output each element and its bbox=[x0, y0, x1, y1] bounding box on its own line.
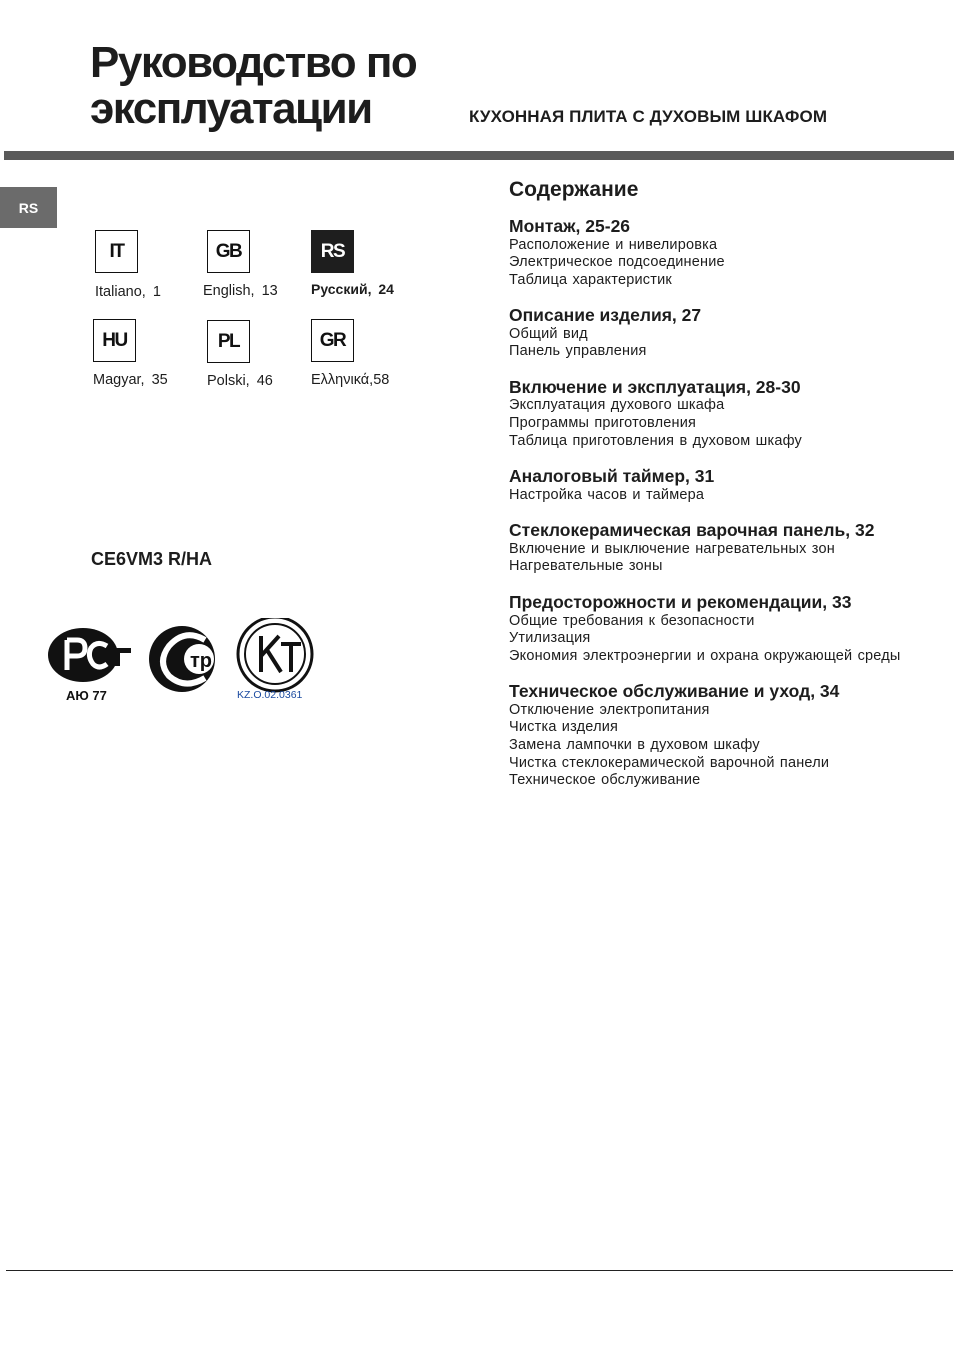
toc-item[interactable]: Отключение электропитания bbox=[509, 701, 710, 718]
rst-mark-icon bbox=[48, 628, 131, 703]
toc-section bbox=[509, 306, 909, 361]
table-of-contents bbox=[509, 178, 909, 807]
toc-section-heading[interactable]: Техническое обслуживание и уход, 34 bbox=[509, 681, 840, 702]
toc-item[interactable]: Настройка часов и таймера bbox=[509, 486, 705, 503]
toc-section-heading[interactable]: Аналоговый таймер, 31 bbox=[509, 466, 715, 487]
toc-item[interactable]: Программы приготовления bbox=[509, 415, 697, 432]
toc-item[interactable]: Таблица приготовления в духовом шкафу bbox=[509, 432, 803, 449]
certification-logos bbox=[45, 618, 325, 708]
toc-section bbox=[509, 593, 909, 665]
kz-code: KZ.O.02.0361 bbox=[237, 689, 303, 701]
toc-sections bbox=[509, 217, 909, 790]
toc-item[interactable]: Техническое обслуживание bbox=[509, 772, 701, 789]
model-number: CE6VM3 R/HA bbox=[91, 549, 213, 569]
toc-section bbox=[509, 217, 909, 289]
svg-text:тр: тр bbox=[190, 650, 213, 672]
language-label-pl[interactable]: Polski, 46 bbox=[207, 373, 273, 389]
kz-mark-icon bbox=[237, 618, 312, 701]
toc-title: Содержание bbox=[509, 178, 639, 201]
toc-item[interactable]: Чистка изделия bbox=[509, 719, 619, 736]
language-label-it[interactable]: Italiano, 1 bbox=[95, 284, 161, 300]
language-box-pl[interactable]: PL bbox=[207, 320, 250, 363]
toc-item[interactable]: Электрическое подсоединение bbox=[509, 254, 725, 271]
language-box-gr[interactable]: GR bbox=[311, 319, 354, 362]
toc-item[interactable]: Экономия электроэнергии и охрана окружающей среды bbox=[509, 647, 901, 664]
footer-divider bbox=[6, 1270, 953, 1271]
toc-section bbox=[509, 521, 909, 576]
toc-section bbox=[509, 682, 909, 789]
toc-section bbox=[509, 467, 909, 504]
rst-code: АЮ 77 bbox=[66, 688, 107, 703]
title-line-1: Руководство по bbox=[90, 38, 417, 87]
product-subtitle: КУХОННАЯ ПЛИТА С ДУХОВЫМ ШКАФОМ bbox=[469, 107, 828, 126]
header-divider bbox=[4, 151, 954, 160]
toc-item[interactable]: Эксплуатация духового шкафа bbox=[509, 397, 725, 414]
language-box-rs[interactable]: RS bbox=[311, 230, 354, 273]
toc-item[interactable]: Нагревательные зоны bbox=[509, 558, 663, 575]
eac-ctr-mark-icon bbox=[149, 626, 215, 692]
toc-item[interactable]: Панель управления bbox=[509, 343, 647, 360]
toc-item[interactable]: Утилизация bbox=[509, 630, 591, 647]
toc-item[interactable]: Расположение и нивелировка bbox=[509, 236, 718, 253]
page-title bbox=[90, 40, 416, 132]
language-box-hu[interactable]: HU bbox=[93, 319, 136, 362]
toc-section-heading[interactable]: Описание изделия, 27 bbox=[509, 305, 702, 326]
language-label-hu[interactable]: Magyar, 35 bbox=[93, 372, 168, 388]
toc-item[interactable]: Чистка стеклокерамической варочной панели bbox=[509, 754, 830, 771]
toc-section-heading[interactable]: Монтаж, 25-26 bbox=[509, 216, 631, 236]
title-line-2: эксплуатации bbox=[90, 84, 372, 133]
toc-section bbox=[509, 378, 909, 450]
language-tab: RS bbox=[0, 187, 57, 228]
language-label-gr[interactable]: Ελληνικά,58 bbox=[311, 372, 390, 388]
toc-section-heading[interactable]: Стеклокерамическая варочная панель, 32 bbox=[509, 520, 875, 541]
toc-item[interactable]: Замена лампочки в духовом шкафу bbox=[509, 737, 760, 753]
language-label-gb[interactable]: English, 13 bbox=[203, 283, 278, 299]
toc-item[interactable]: Включение и выключение нагревательных зон bbox=[509, 540, 835, 557]
language-box-it[interactable]: IT bbox=[95, 230, 138, 273]
toc-section-heading[interactable]: Включение и эксплуатация, 28-30 bbox=[509, 376, 801, 397]
toc-item[interactable]: Таблица характеристик bbox=[509, 271, 672, 288]
toc-item[interactable]: Общие требования к безопасности bbox=[509, 612, 755, 629]
language-box-gb[interactable]: GB bbox=[207, 230, 250, 273]
language-label-rs[interactable]: Русский, 24 bbox=[311, 281, 394, 297]
toc-section-heading[interactable]: Предосторожности и рекомендации, 33 bbox=[509, 592, 852, 613]
toc-item[interactable]: Общий вид bbox=[509, 325, 588, 342]
